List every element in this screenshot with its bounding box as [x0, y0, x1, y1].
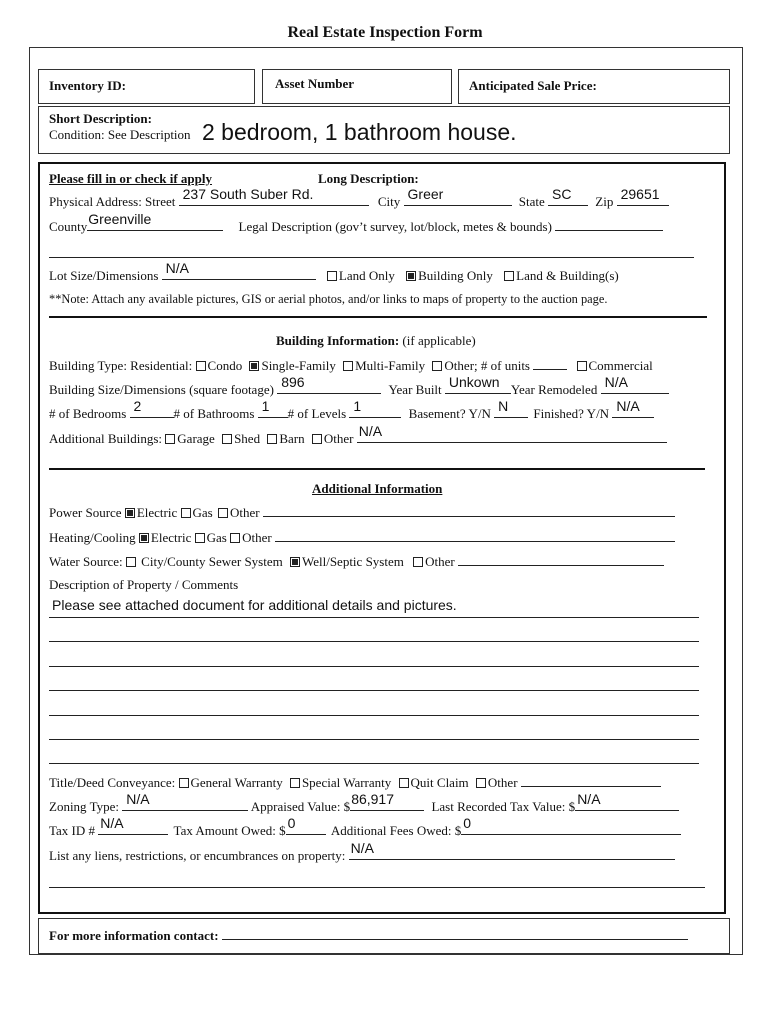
building-size-input[interactable]	[277, 374, 381, 394]
last-tax-value: N/A	[577, 791, 601, 807]
shed-checkbox[interactable]	[222, 434, 232, 444]
building-only-checkbox[interactable]	[406, 271, 416, 281]
barn-checkbox[interactable]	[267, 434, 277, 444]
levels-input[interactable]	[349, 398, 401, 418]
water-row	[49, 553, 664, 570]
deed-label: Title/Deed Conveyance:	[49, 775, 176, 790]
other-building-value: N/A	[358, 423, 383, 439]
legal-description-input[interactable]	[555, 218, 663, 231]
other-units-checkbox[interactable]	[432, 361, 442, 371]
multi-family-checkbox[interactable]	[343, 361, 353, 371]
zip-value: 29651	[620, 186, 660, 202]
tax-owed-input[interactable]	[286, 815, 326, 835]
last-tax-input[interactable]	[575, 791, 679, 811]
section-divider-1	[49, 316, 707, 318]
liens-line-2[interactable]	[49, 887, 705, 888]
short-description-label: Short Description:	[49, 111, 152, 126]
deed-other-input[interactable]	[521, 774, 661, 787]
long-description-label: Long Description:	[318, 171, 419, 186]
additional-buildings-label: Additional Buildings:	[49, 431, 163, 446]
bathrooms-input[interactable]	[258, 398, 288, 418]
quit-claim-checkbox[interactable]	[399, 778, 409, 788]
zoning-label: Zoning Type:	[49, 799, 119, 814]
barn-label: Barn	[279, 431, 305, 446]
city-sewer-checkbox[interactable]	[126, 557, 136, 567]
sale-price-label: Anticipated Sale Price:	[469, 78, 597, 93]
additional-heading: Additional Information	[312, 481, 443, 496]
address-row	[49, 186, 669, 210]
building-size-row	[49, 374, 669, 398]
county-label: County	[49, 219, 88, 234]
land-only-label: Land Only	[338, 268, 395, 283]
basement-value: N	[498, 398, 509, 414]
commercial-label: Commercial	[588, 358, 653, 373]
single-family-checkbox[interactable]	[249, 361, 259, 371]
liens-row	[49, 840, 675, 864]
comments-value: Please see attached document for additional details and pictures.	[52, 597, 457, 613]
commercial-checkbox[interactable]	[577, 361, 587, 371]
instruction-text: Please fill in or check if apply	[49, 171, 212, 186]
street-input[interactable]	[179, 186, 369, 206]
year-remodeled-input[interactable]	[601, 374, 669, 394]
tax-id-input[interactable]	[98, 815, 168, 835]
lot-size-label: Lot Size/Dimensions	[49, 268, 159, 283]
fees-value: 0	[463, 815, 472, 831]
building-heading-label: Building Information:	[276, 333, 400, 348]
tax-id-value: N/A	[100, 815, 124, 831]
heating-other-input[interactable]	[275, 529, 675, 542]
finished-label: Finished? Y/N	[533, 406, 610, 421]
zip-label: Zip	[595, 194, 614, 209]
well-septic-label: Well/Septic System	[301, 554, 404, 569]
year-built-input[interactable]	[445, 374, 511, 394]
deed-row	[49, 774, 661, 791]
condition-label: Condition: See Description	[49, 127, 191, 142]
well-septic-checkbox[interactable]	[290, 557, 300, 567]
zoning-input[interactable]	[122, 791, 248, 811]
zip-input[interactable]	[617, 186, 669, 206]
legal-description-line[interactable]	[49, 257, 694, 258]
heating-row	[49, 529, 675, 546]
comments-line-2[interactable]	[49, 641, 699, 642]
asset-number-field[interactable]	[262, 69, 452, 104]
deed-other-label: Other	[487, 775, 518, 790]
levels-value: 1	[353, 398, 362, 414]
inventory-id-label: Inventory ID:	[49, 78, 126, 93]
levels-label: # of Levels	[287, 406, 347, 421]
finished-input[interactable]	[612, 398, 654, 418]
power-other-checkbox[interactable]	[218, 508, 228, 518]
short-description-field[interactable]	[38, 106, 730, 154]
tax-id-label: Tax ID #	[49, 823, 96, 838]
tax-owed-label: Tax Amount Owed: $	[173, 823, 286, 838]
city-sewer-label: City/County Sewer System	[141, 554, 283, 569]
county-row	[49, 211, 663, 235]
other-building-label: Other	[323, 431, 354, 446]
contact-input[interactable]	[222, 927, 688, 940]
land-building-label: Land & Building(s)	[516, 268, 619, 283]
tax-owed-value: 0	[287, 815, 296, 831]
power-label: Power Source	[49, 505, 122, 520]
finished-value: N/A	[616, 398, 640, 414]
bedrooms-input[interactable]	[130, 398, 174, 418]
liens-value: N/A	[350, 840, 374, 856]
year-built-value: Unkown	[448, 374, 500, 390]
special-warranty-checkbox[interactable]	[290, 778, 300, 788]
building-size-label: Building Size/Dimensions (square footage)	[49, 382, 274, 397]
basement-input[interactable]	[494, 398, 528, 418]
water-other-checkbox[interactable]	[413, 557, 423, 567]
heating-electric-checkbox[interactable]	[139, 533, 149, 543]
power-other-label: Other	[229, 505, 260, 520]
section-divider-2	[49, 468, 705, 470]
garage-label: Garage	[177, 431, 215, 446]
heating-other-label: Other	[242, 530, 272, 545]
power-electric-checkbox[interactable]	[125, 508, 135, 518]
rooms-row	[49, 398, 654, 422]
building-size-value: 896	[281, 374, 305, 390]
state-input[interactable]	[548, 186, 588, 206]
bathrooms-label: # of Bathrooms	[173, 406, 255, 421]
comments-line-1[interactable]	[49, 617, 699, 618]
building-type-row	[49, 357, 653, 374]
fees-input[interactable]	[461, 815, 681, 835]
street-label: Physical Address: Street	[49, 194, 176, 209]
power-other-input[interactable]	[263, 504, 675, 517]
appraised-input[interactable]	[350, 791, 424, 811]
additional-buildings-row	[49, 423, 667, 447]
last-tax-label: Last Recorded Tax Value: $	[431, 799, 576, 814]
heating-gas-checkbox[interactable]	[195, 533, 205, 543]
shed-label: Shed	[234, 431, 261, 446]
bedrooms-value: 2	[133, 398, 142, 414]
appraised-label: Appraised Value: $	[250, 799, 351, 814]
comments-line-3[interactable]	[49, 666, 699, 667]
condo-checkbox[interactable]	[196, 361, 206, 371]
fees-label: Additional Fees Owed: $	[330, 823, 462, 838]
power-gas-checkbox[interactable]	[181, 508, 191, 518]
quit-claim-label: Quit Claim	[410, 775, 469, 790]
comments-label: Description of Property / Comments	[49, 577, 239, 592]
county-input[interactable]	[87, 211, 223, 231]
land-building-checkbox[interactable]	[504, 271, 514, 281]
year-remodeled-label: Year Remodeled	[510, 382, 598, 397]
city-input[interactable]	[404, 186, 512, 206]
legal-description-label: Legal Description (gov’t survey, lot/block, metes & bounds)	[238, 219, 552, 234]
general-warranty-label: General Warranty	[190, 775, 283, 790]
deed-other-checkbox[interactable]	[476, 778, 486, 788]
land-only-checkbox[interactable]	[327, 271, 337, 281]
city-label: City	[377, 194, 401, 209]
heating-electric-label: Electric	[150, 530, 192, 545]
power-electric-label: Electric	[136, 505, 178, 520]
county-value: Greenville	[88, 211, 152, 227]
zoning-value: N/A	[126, 791, 150, 807]
water-other-label: Other	[425, 554, 455, 569]
garage-checkbox[interactable]	[165, 434, 175, 444]
comments-line-7[interactable]	[49, 763, 699, 764]
attachment-note: **Note: Attach any available pictures, GIS or aerial photos, and/or links to maps of property to the auction page.	[49, 292, 608, 306]
inventory-id-field[interactable]	[38, 69, 255, 104]
other-units-label: Other; # of units	[444, 358, 530, 373]
lot-size-input[interactable]	[162, 260, 316, 280]
heating-other-checkbox[interactable]	[230, 533, 240, 543]
other-building-input[interactable]	[357, 423, 667, 443]
comments-line-6[interactable]	[49, 739, 699, 740]
bathrooms-value: 1	[261, 398, 270, 414]
heating-gas-label: Gas	[206, 530, 227, 545]
zoning-row	[49, 791, 679, 815]
multi-family-label: Multi-Family	[355, 358, 426, 373]
year-remodeled-value: N/A	[604, 374, 628, 390]
lot-row	[49, 260, 619, 284]
lot-size-value: N/A	[165, 260, 190, 276]
special-warranty-label: Special Warranty	[301, 775, 392, 790]
basement-label: Basement? Y/N	[408, 406, 491, 421]
tax-row	[49, 815, 681, 839]
liens-label: List any liens, restrictions, or encumbrances on property:	[49, 848, 346, 863]
appraised-value: 86,917	[351, 791, 395, 807]
street-value: 237 South Suber Rd.	[182, 186, 314, 202]
water-other-input[interactable]	[458, 553, 664, 566]
comments-line-4[interactable]	[49, 690, 699, 691]
building-heading	[276, 333, 476, 349]
units-input[interactable]	[533, 357, 567, 370]
heating-label: Heating/Cooling	[49, 530, 136, 545]
year-built-label: Year Built	[388, 382, 442, 397]
asset-number-label: Asset Number	[275, 76, 355, 91]
state-label: State	[518, 194, 545, 209]
form-title: Real Estate Inspection Form	[287, 24, 483, 41]
building-only-label: Building Only	[418, 268, 493, 283]
state-value: SC	[552, 186, 572, 202]
water-label: Water Source:	[49, 554, 123, 569]
condo-label: Condo	[207, 358, 243, 373]
city-value: Greer	[407, 186, 444, 202]
bedrooms-label: # of Bedrooms	[49, 406, 127, 421]
power-gas-label: Gas	[192, 505, 213, 520]
liens-input[interactable]	[349, 840, 675, 860]
other-building-checkbox[interactable]	[312, 434, 322, 444]
power-row	[49, 504, 675, 521]
comments-line-5[interactable]	[49, 715, 699, 716]
contact-row	[49, 927, 688, 944]
building-type-label: Building Type: Residential:	[49, 358, 193, 373]
building-heading-note: (if applicable)	[402, 333, 476, 348]
general-warranty-checkbox[interactable]	[179, 778, 189, 788]
contact-label: For more information contact:	[49, 928, 219, 943]
sale-price-field[interactable]	[458, 69, 730, 104]
single-family-label: Single-Family	[261, 358, 336, 373]
short-description-value: 2 bedroom, 1 bathroom house.	[202, 119, 517, 145]
